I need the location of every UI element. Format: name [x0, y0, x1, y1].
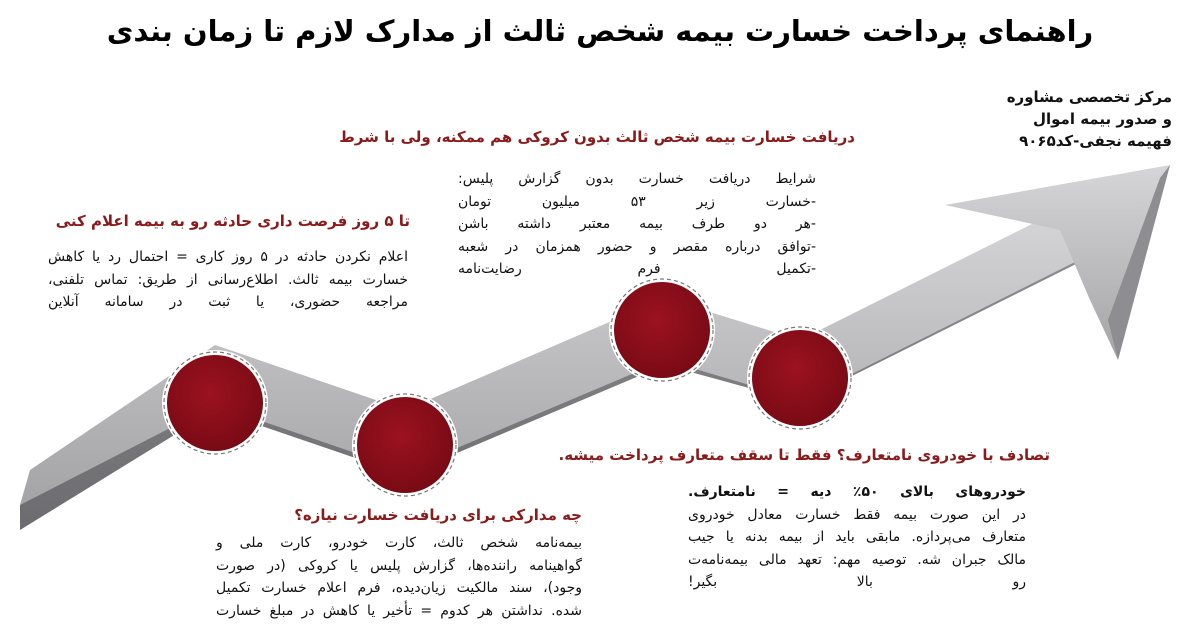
timeline-node-3	[609, 277, 715, 383]
block-4-heading: تصادف با خودروی نامتعارف؟ فقط تا سقف متعارف پرداخت میشه.	[558, 446, 1050, 464]
block-3-line: وجود)، سند مالکیت زیان‌دیده، فرم اعلام خسارت تکمیل	[216, 580, 582, 596]
block-2-line: -تکمیل فرم رضایت‌نامه	[458, 261, 816, 277]
block-3-body	[216, 532, 582, 622]
block-3-heading: چه مدارکی برای دریافت خسارت نیازه؟	[294, 506, 582, 524]
timeline-node-1	[162, 350, 268, 456]
block-1-line: مراجعه حضوری، یا ثبت در سامانه آنلاین	[48, 294, 408, 310]
block-2-body	[458, 168, 816, 281]
brand-line: مرکز تخصصی مشاوره	[1006, 88, 1172, 106]
block-2-heading: دریافت خسارت بیمه شخص ثالث بدون کروکی هم ممکنه، ولی با شرط	[339, 128, 855, 146]
timeline-node-4	[747, 325, 853, 431]
block-3-line: بیمه‌نامه شخص ثالث، کارت خودرو، کارت ملی و	[216, 535, 582, 551]
block-2-line: -خسارت زیر ۵۳ میلیون تومان	[458, 193, 816, 210]
page-title: راهنمای پرداخت خسارت بیمه شخص ثالث از مدارک لازم تا زمان بندی	[106, 14, 1094, 48]
block-1-line: خسارت بیمه ثالث. اطلاع‌رسانی از طریق: تماس تلفنی،	[48, 271, 408, 288]
block-2-line: شرایط دریافت خسارت بدون گزارش پلیس:	[458, 171, 816, 187]
timeline-node-2	[352, 392, 458, 498]
block-4-line: رو بالا بگیر!	[688, 574, 1026, 590]
block-4-line: متعارف می‌پردازه. مابقی باید از بیمه بدنه یا جیب	[688, 529, 1026, 545]
block-3-line: شده. نداشتن هر کدوم = تأخیر یا کاهش در مبلغ خسارت	[216, 602, 582, 619]
block-4-body	[688, 481, 1026, 594]
block-4-line: مالک جبران شه. توصیه مهم: تعهد مالی بیمه‌نامه‌ت	[688, 551, 1026, 568]
block-2-line: -توافق درباره مقصر و حضور همزمان در شعبه	[458, 238, 816, 255]
block-2-line: -هر دو طرف بیمه معتبر داشته باشن	[458, 216, 816, 232]
brand-line: فهیمه نجفی-کد۹۰۶۵	[1019, 132, 1172, 150]
block-1-line: اعلام نکردن حادثه در ۵ روز کاری = احتمال رد یا کاهش	[48, 249, 408, 265]
block-1-body	[48, 246, 408, 314]
block-3-line: گواهینامه راننده‌ها، گزارش پلیس یا کروکی (در صورت	[216, 557, 582, 574]
block-4-line: در این صورت بیمه فقط خسارت معادل خودروی	[688, 506, 1026, 523]
block-1-heading: تا ۵ روز فرصت داری حادثه رو به بیمه اعلام کنی	[55, 212, 410, 230]
brand-line: و صدور بیمه اموال	[1032, 110, 1172, 128]
block-4-line: خودروهای بالای ۵۰٪ دیه = نامتعارف.	[688, 484, 1026, 500]
